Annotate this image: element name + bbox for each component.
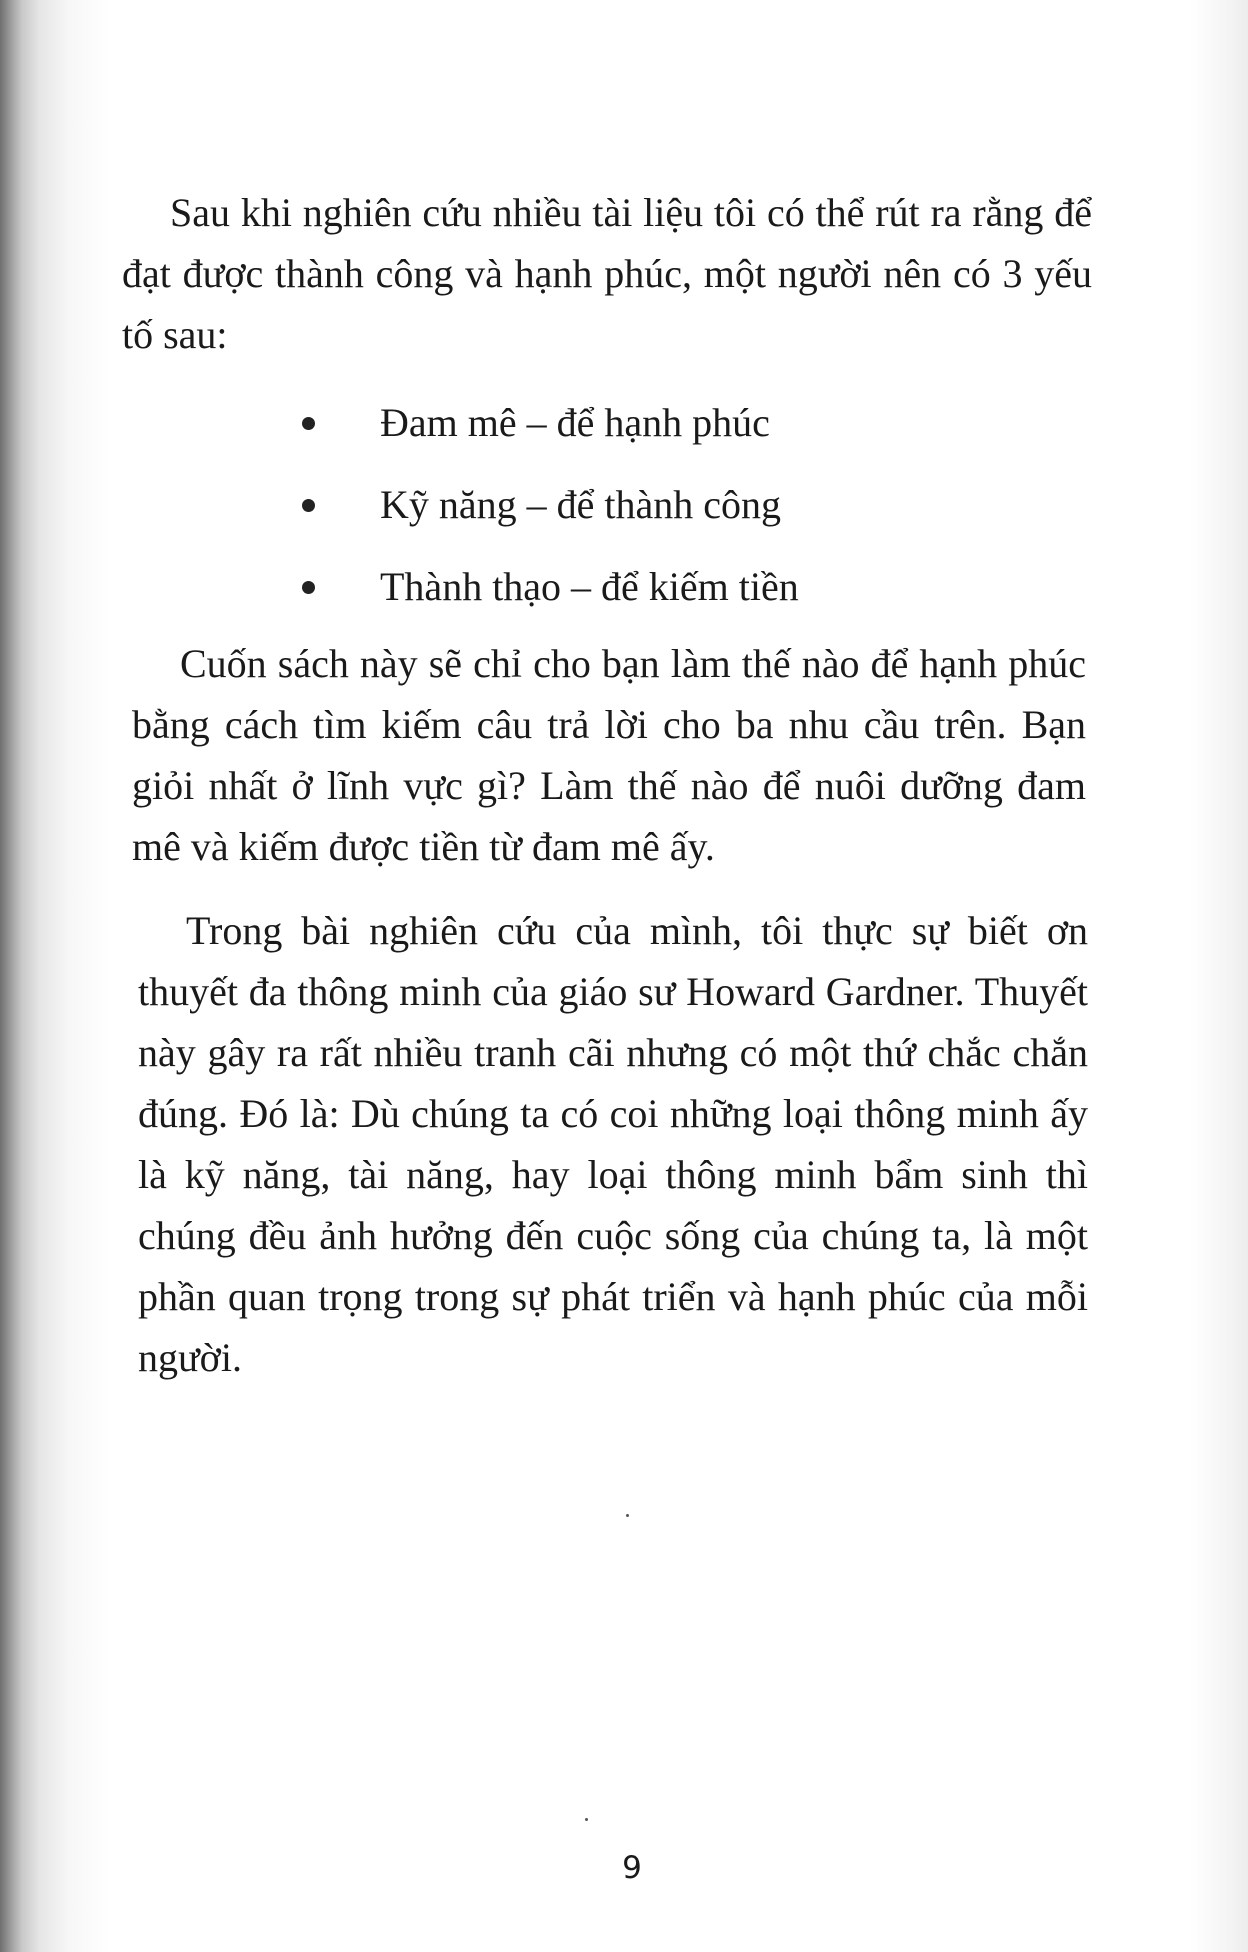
page-number: 9 [622,1850,642,1886]
bullet-icon [302,581,315,594]
list-item [300,556,799,638]
bullet-icon [302,417,315,430]
paragraph-gardner: Trong bài nghiên cứu của mình, tôi thực sự biết ơn thuyết đa thông minh của giáo sư Howard Gardner. Thuyết này gây ra rất nhiều tranh cãi nhưng có một thứ chắc chắn đúng. Đó là: Dù chúng ta có coi những loại thông minh ấy là kỹ năng, tài năng, hay loại thông minh bẩm sinh thì chúng đều ảnh hưởng đến cuộc sống của chúng ta, là một phần quan trọng trong sự phát triển và hạnh phúc của mỗi người. [138,908,1088,1380]
paragraph-book-purpose: Cuốn sách này sẽ chỉ cho bạn làm thế nào để hạnh phúc bằng cách tìm kiếm câu trả lời cho ba nhu cầu trên. Bạn giỏi nhất ở lĩnh vực gì? Làm thế nào để nuôi dưỡng đam mê và kiếm được tiền từ đam mê ấy. [132,641,1086,869]
bullet-text: Thành thạo – để kiếm tiền [380,564,799,609]
bullet-icon [302,499,315,512]
bullet-text: Đam mê – để hạnh phúc [380,400,770,445]
bullet-list [300,392,799,638]
paragraph-intro: Sau khi nghiên cứu nhiều tài liệu tôi có thể rút ra rằng để đạt được thành công và hạnh phúc, một người nên có 3 yếu tố sau: [122,190,1092,357]
list-item [300,392,799,474]
print-speck [585,1818,588,1821]
list-item [300,474,799,556]
bullet-text: Kỹ năng – để thành công [380,482,782,527]
print-speck [626,1514,629,1517]
